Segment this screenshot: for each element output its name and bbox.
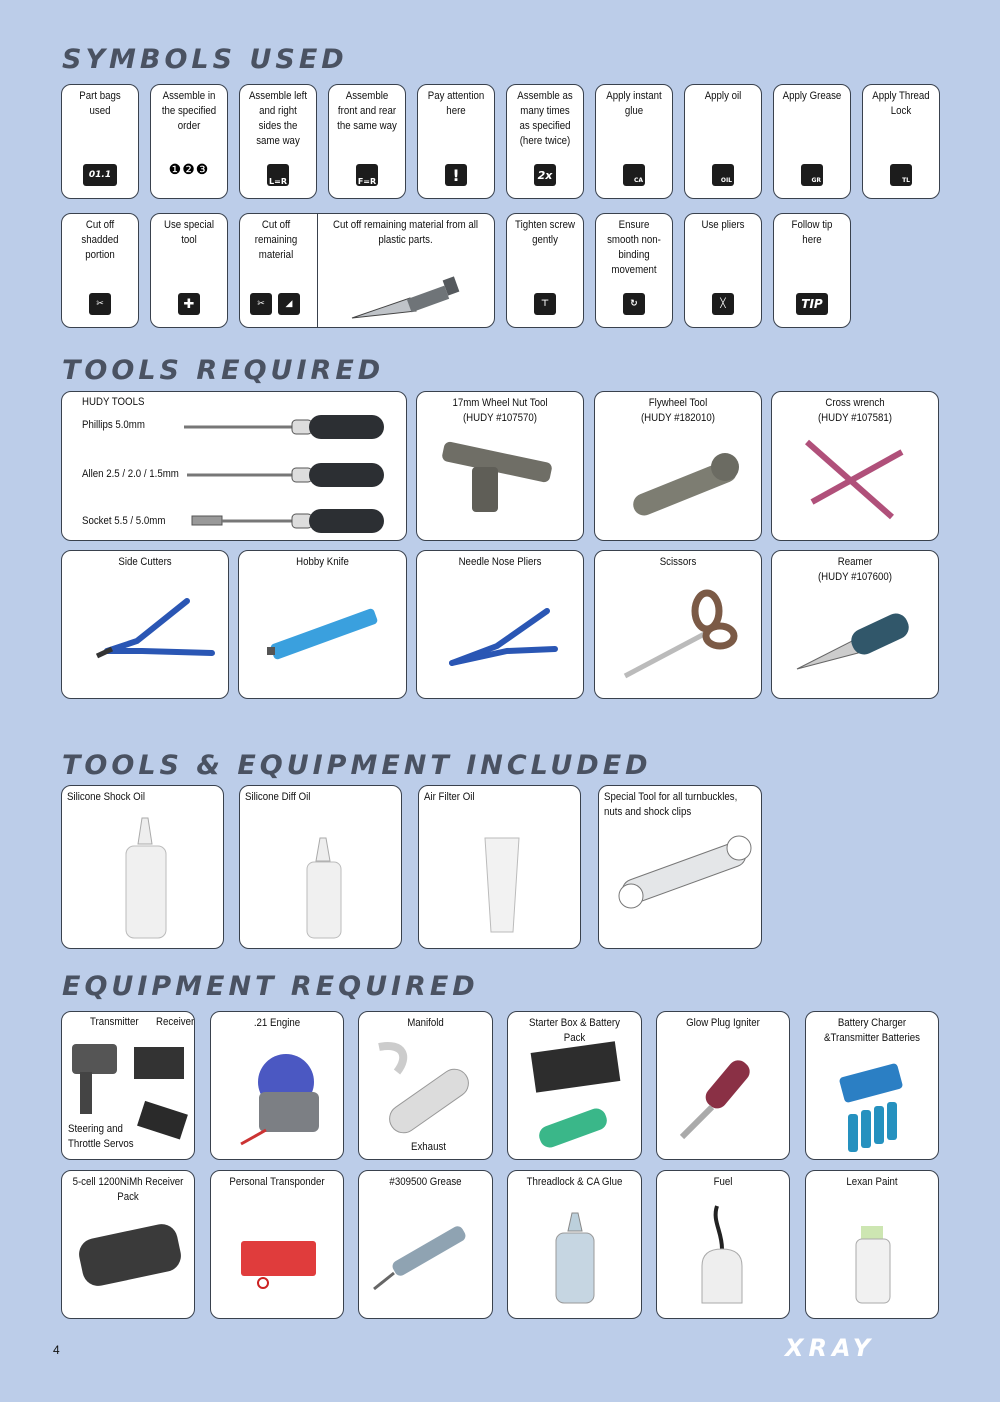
screw-icon: ⊤ [534, 293, 556, 315]
equipment-battery-charger: Battery Charger &Transmitter Batteries [805, 1011, 939, 1160]
tool-side-cutters: Side Cutters [61, 550, 229, 699]
equipment-transponder: Personal Transponder [210, 1170, 344, 1319]
section-title-tools-included: TOOLS & EQUIPMENT INCLUDED [62, 750, 652, 781]
cut-shaded-icon: ✂ [89, 293, 111, 315]
section-title-tools-required: TOOLS REQUIRED [62, 355, 385, 386]
grease-icon: GR [801, 164, 823, 186]
symbol-part-bags: Part bags used 01.1 [61, 84, 139, 199]
symbol-follow-tip: Follow tip here TIP [773, 213, 851, 328]
symbol-instant-glue: Apply instant glue CA [595, 84, 673, 199]
oil-bottle-icon [240, 786, 402, 949]
knife-icon: ◢ [278, 293, 300, 315]
side-cutter-icon: ✂ [250, 293, 272, 315]
equipment-lexan-paint: Lexan Paint [805, 1170, 939, 1319]
tool-flywheel: Flywheel Tool (HUDY #182010) [594, 391, 762, 541]
symbol-left-right-same: Assemble left and right sides the same way L=R [239, 84, 317, 199]
symbol-cut-shaded: Cut off shadded portion ✂ [61, 213, 139, 328]
symbol-thread-lock: Apply Thread Lock TL [862, 84, 940, 199]
tool-needle-nose-pliers: Needle Nose Pliers [416, 550, 584, 699]
included-diff-oil: Silicone Diff Oil [239, 785, 402, 949]
utility-knife-illustration [239, 551, 407, 699]
manifold-exhaust-illustration [359, 1012, 493, 1160]
equipment-radio: Transmitter Receiver Steering and Throttle Servos [61, 1011, 195, 1160]
flywheel-tool-illustration [595, 392, 762, 541]
radio-set-illustration [62, 1012, 195, 1160]
thread-lock-icon: TL [890, 164, 912, 186]
symbol-smooth-movement: Ensure smooth non-binding movement ↻ [595, 213, 673, 328]
symbol-cut-remaining: Cut off remaining material Cut off remaining material from all plastic parts. ✂ ◢ [239, 213, 495, 328]
front-rear-icon: F=R [356, 164, 378, 186]
symbol-grease: Apply Grease GR [773, 84, 851, 199]
special-tool-icon: ✚ [178, 293, 200, 315]
screwdrivers-illustration [62, 392, 407, 541]
equipment-starter-box: Starter Box & Battery Pack [507, 1011, 642, 1160]
left-right-icon: L=R [267, 164, 289, 186]
equipment-manifold: Manifold Exhaust [358, 1011, 493, 1160]
tool-wheel-nut: 17mm Wheel Nut Tool (HUDY #107570) [416, 391, 584, 541]
part-bag-icon: 01.1 [83, 164, 117, 186]
included-shock-oil: Silicone Shock Oil [61, 785, 224, 949]
hobby-knife-illustration [240, 214, 495, 328]
equipment-glow-igniter: Glow Plug Igniter [656, 1011, 790, 1160]
paint-can-icon [806, 1171, 939, 1319]
tube-icon [419, 786, 581, 949]
symbol-tighten-gently: Tighten screw gently ⊤ [506, 213, 584, 328]
starter-box-battery-illustration [508, 1012, 642, 1160]
cross-wrench-illustration [772, 392, 939, 541]
tip-icon: TIP [796, 293, 828, 315]
rotation-icon: ↻ [623, 293, 645, 315]
receiver-pack-illustration [62, 1171, 195, 1319]
symbol-special-tool: Use special tool ✚ [150, 213, 228, 328]
glow-igniter-illustration [657, 1012, 790, 1160]
page-number: 4 [53, 1343, 60, 1357]
oil-icon: OIL [712, 164, 734, 186]
oil-bottle-icon [62, 786, 224, 949]
charger-batteries-illustration [806, 1012, 939, 1160]
turnbuckle-wrench-icon [599, 786, 762, 949]
equipment-grease: #309500 Grease [358, 1170, 493, 1319]
symbol-assemble-times: Assemble as many times as specified (here twice) 2x [506, 84, 584, 199]
equipment-receiver-pack: 5-cell 1200NiMh Receiver Pack [61, 1170, 195, 1319]
reamer-illustration [772, 551, 939, 699]
side-cutters-illustration [62, 551, 229, 699]
scissors-illustration [595, 551, 762, 699]
hudy-tools-card: HUDY TOOLS Phillips 5.0mm Allen 2.5 / 2.0 / 1.5mm Socket 5.5 / 5.0mm [61, 391, 407, 541]
tool-scissors: Scissors [594, 550, 762, 699]
fuel-bottle-icon [657, 1171, 790, 1319]
exclamation-icon: ! [445, 164, 467, 186]
included-air-filter-oil: Air Filter Oil [418, 785, 581, 949]
symbol-front-rear-same: Assemble front and rear the same way F=R [328, 84, 406, 199]
section-title-equipment-required: EQUIPMENT REQUIRED [62, 971, 479, 1002]
equipment-fuel: Fuel [656, 1170, 790, 1319]
engine-illustration [211, 1012, 344, 1160]
glue-icon: CA [623, 164, 645, 186]
symbol-attention: Pay attention here ! [417, 84, 495, 199]
included-special-tool: Special Tool for all turnbuckles, nuts and shock clips [598, 785, 762, 949]
equipment-engine: .21 Engine [210, 1011, 344, 1160]
transponder-illustration [211, 1171, 344, 1319]
needle-nose-pliers-illustration [417, 551, 584, 699]
threadlock-bottle-icon [508, 1171, 642, 1319]
section-title-symbols: SYMBOLS USED [62, 44, 348, 75]
wheel-nut-tool-illustration [417, 392, 584, 541]
tool-reamer: Reamer (HUDY #107600) [771, 550, 939, 699]
equipment-threadlock: Threadlock & CA Glue [507, 1170, 642, 1319]
numbered-steps-icon: ❶❷❸ [168, 161, 210, 177]
pliers-icon: ╳ [712, 293, 734, 315]
grease-syringe-illustration [359, 1171, 493, 1319]
symbol-use-pliers: Use pliers ╳ [684, 213, 762, 328]
tool-cross-wrench: Cross wrench (HUDY #107581) [771, 391, 939, 541]
symbol-oil: Apply oil OIL [684, 84, 762, 199]
repeat-2x-icon: 2x [534, 164, 556, 186]
symbol-assemble-order: Assemble in the specified order ❶❷❸ [150, 84, 228, 199]
brand-logo: XRAY [785, 1334, 876, 1362]
tool-hobby-knife: Hobby Knife [238, 550, 407, 699]
